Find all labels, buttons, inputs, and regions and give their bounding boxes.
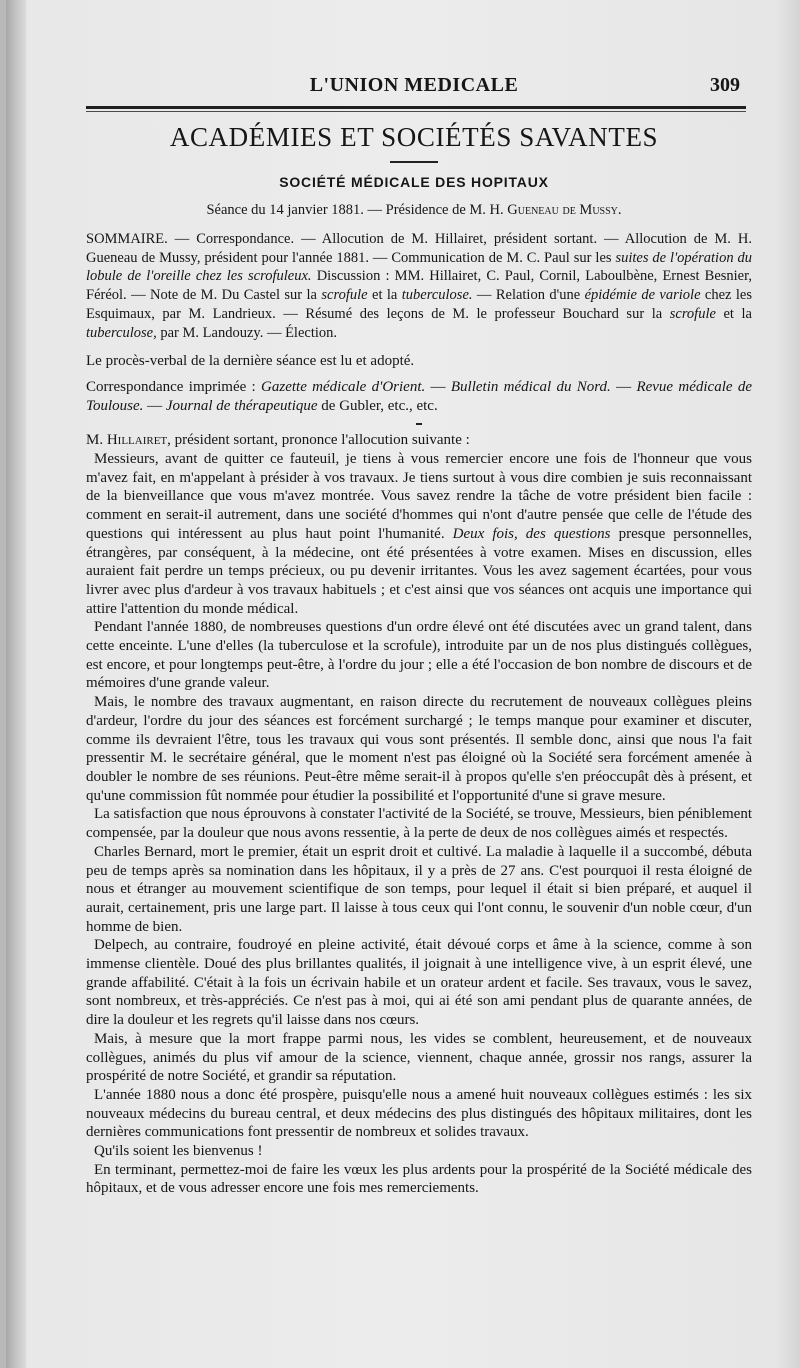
society-name: SOCIÉTÉ MÉDICALE DES HOPITAUX — [279, 174, 549, 190]
sommaire-text: et la — [715, 305, 752, 322]
correspondance-text: de Gubler, etc., etc. — [317, 397, 438, 414]
journal-title: L'UNION MEDICALE — [309, 74, 519, 96]
speech-paragraph: Pendant l'année 1880, de nombreuses questions d'un ordre élevé ont été discutées avec un grand talent, dans cette enceinte. L'une d'elles (la tuberculose et la scrofule), introduite par un de nos plus distingués collègues, est encore, et pour longtemps peut-être, à l'ordre du jour ; elle a été l'occasion de bon nombre de discours et de mémoires d'une grande valeur. — [86, 619, 752, 692]
page-number: 309 — [710, 74, 740, 96]
speech-paragraph: Qu'ils soient les bienvenus ! — [94, 1143, 263, 1160]
correspondance-text: — — [425, 378, 451, 395]
header-rule — [86, 106, 746, 109]
sommaire-text: et la — [367, 287, 402, 304]
speech-intro-text: président sortant, prononce l'allocution suivante : — [170, 432, 470, 449]
seance-president: Gueneau de Mussy. — [507, 202, 622, 218]
speech-italic: Deux fois, des questions — [452, 525, 611, 542]
sommaire-italic: tuberculose. — [401, 287, 473, 304]
speech-paragraph: Charles Bernard, mort le premier, était un esprit droit et cultivé. La maladie à laquelle il a succombé, débuta peu de temps après sa nomination dans les hôpitaux, il y a près de 27 ans. C'est pourquoi il resta éloigné de nous et étranger au mouvement scientifique de son temps, pour lequel il était si bien préparé, et auquel il aurait, certainement, pris une large part. Il laisse à tous ceux qui l'ont connu, le souvenir d'un noble cœur, d'un homme de bien. — [86, 843, 752, 935]
sommaire-text: Discussion : MM. Hillairet, C. Paul, Cornil, Laboulbène, Ernest Besnier, Féréol. — Note de M. Du Castel sur la — [86, 268, 752, 304]
proces-verbal: Le procès-verbal de la dernière séance est lu et adopté. — [86, 353, 415, 370]
speech-paragraph: En terminant, permettez-moi de faire les vœux les plus ardents pour la prospérité de la Société médicale des hôpitaux, et de vous adresser encore une fois mes remerciements. — [86, 1161, 752, 1197]
sommaire-text: — Relation d'une — [472, 287, 585, 304]
header-rule-thin — [86, 111, 746, 112]
sommaire-label: SOMMAIRE. — [86, 231, 168, 247]
sommaire-paragraph — [86, 230, 752, 342]
speech-paragraph — [86, 450, 752, 618]
article-body — [86, 230, 752, 1198]
speech-paragraph: Mais, le nombre des travaux augmentant, en raison directe du recrutement de nouveaux collègues pleins d'ardeur, l'ordre du jour des séances est forcément surchargé ; le temps manque pour examiner et discuter, comme ils devraient l'être, tous les travaux qui vous sont présentés. Il semble donc, ainsi que nous l'a fait pressentir M. le secrétaire général, que le moment n'est pas éloigné où la Société sera forcément amenée à doubler le nombre de ses réunions. Peut-être même serait-il à propos qu'elle s'en préoccupât dès à présent, et qu'une commission fût nommée pour étudier la possibilité et l'opportunité d'une si grave mesure. — [86, 694, 752, 804]
seance-prefix: Séance du 14 janvier 1881. — Présidence de M. H. — [206, 202, 504, 218]
correspondance-italic: Bulletin médical du Nord. — [450, 378, 611, 395]
correspondance-italic: Gazette médicale d'Orient. — [261, 378, 426, 395]
correspondance-text: Correspondance imprimée : — [86, 378, 262, 395]
correspondance-italic: Journal de thérapeutique — [165, 397, 318, 414]
running-head — [80, 74, 748, 100]
correspondance-italic: Revue médicale de Toulouse. — [86, 378, 752, 414]
speech-paragraph: Mais, à mesure que la mort frappe parmi nous, les vides se comblent, heureusement, et de nouveaux collègues, animés du plus vif amour de la science, viennent, chaque année, grossir nos rangs, assurer la prospérité de notre Société, et grandir sa réputation. — [86, 1030, 752, 1085]
speaker-name: M. Hillairet, — [86, 432, 171, 449]
correspondance-text: — — [610, 378, 637, 395]
title-divider — [390, 161, 438, 163]
speech-text: presque personnelles, étrangères, par conséquent, à la médecine, ont été présentées à votre examen. Mises en discussion, elles auraient fait perdre un temps précieux, ou pu devenir irritantes. Vous les avez sagement écartées, pour vous livrer avec plus d'ardeur à vos travaux habituels ; et c'est ainsi que vos séances ont acquis une importance qui attire l'attention du monde médical. — [86, 525, 753, 617]
sommaire-italic: suites de l'opération du lobule de l'oreille chez les scrofuleux. — [86, 249, 753, 285]
correspondance-paragraph — [86, 378, 752, 415]
sommaire-italic: épidémie de variole — [584, 287, 701, 304]
section-title: ACADÉMIES ET SOCIÉTÉS SAVANTES — [169, 122, 659, 152]
paragraph-divider — [416, 423, 422, 425]
sommaire-text: — Correspondance. — Allocution de M. Hillairet, président sortant. — Allocution de M. H. Gueneau de Mussy, président pour l'année 1881. — Communication de M. C. Paul sur les — [86, 231, 752, 266]
sommaire-italic: scrofule — [321, 287, 368, 304]
speech-text: Messieurs, avant de quitter ce fauteuil, je tiens à vous remercier encore une fois de l'honneur que vous m'avez fait, en m'appelant à présider à vos travaux. Je tiens surtout à vous dire combien je suis reconnaissant de la bienveillance que vous m'avez montrée. Vous savez rendre la tâche de votre président bien facile : comment en serait-il autrement, dans une société d'hommes qui n'ont d'autre pensée que celle de l'étude des questions qui intéressent au plus haut point l'humanité. — [86, 451, 752, 542]
page-binding-shadow — [6, 0, 26, 1368]
sommaire-italic: tuberculose, — [86, 324, 157, 341]
sommaire-text: par M. Landouzy. — Élection. — [156, 324, 338, 341]
seance-line — [80, 202, 748, 219]
sommaire-italic: scrofule — [669, 305, 716, 322]
speech-paragraph: La satisfaction que nous éprouvons à constater l'activité de la Société, se trouve, Messieurs, bien péniblement compensée, par la douleur que nous avons ressentie, à la perte de deux de nos collègues aimés et respectés. — [86, 806, 752, 842]
sommaire-text: chez les Esquimaux, par M. Landrieux. — Résumé des leçons de M. le professeur Bouchard sur la — [86, 287, 753, 322]
correspondance-text: — — [143, 397, 166, 414]
speech-intro — [86, 431, 752, 450]
speech-paragraph: Delpech, au contraire, foudroyé en pleine activité, était dévoué corps et âme à la science, comme à son immense clientèle. Doué des plus brillantes qualités, il joignait à une intelligence vive, à un esprit élevé, une grande affabilité. C'était à la fois un écrivain habile et un orateur ardent et facile. Ses travaux, vous le savez, sont nombreux, et très-appréciés. Ce n'est pas à moi, qui ai été son ami pendant plus de quarante années, de dire la douleur et les regrets qu'il laisse dans nos cœurs. — [86, 937, 752, 1029]
speech-paragraph: L'année 1880 nous a donc été prospère, puisqu'elle nous a amené huit nouveaux collègues estimés : les six nouveaux médecins du bureau central, et deux médecins des plus distingués des hôpitaux militaires, dont les dernières communications font pressentir de nombreux et solides travaux. — [86, 1086, 752, 1141]
